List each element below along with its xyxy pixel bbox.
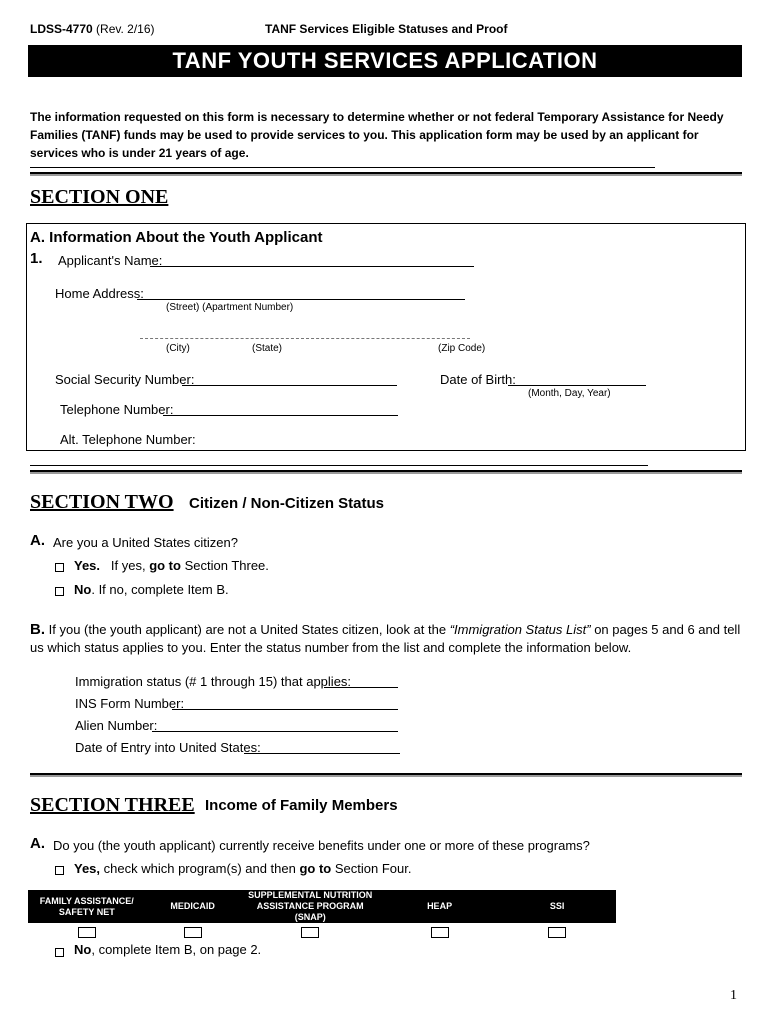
yes-text: check which program(s) and then (103, 861, 296, 876)
entry-date-field[interactable] (244, 741, 400, 754)
form-id-text: LDSS-4770 (30, 22, 93, 36)
citizen-no-checkbox[interactable] (55, 583, 64, 601)
citizen-no-option (74, 582, 229, 597)
section-one-a-heading: A. Information About the Youth Applicant (30, 229, 323, 246)
applicant-name-field[interactable] (150, 254, 474, 267)
yes-target: Section Four. (334, 861, 412, 876)
home-address-street-field[interactable] (137, 287, 465, 300)
divider (30, 465, 648, 466)
intro-paragraph: The information requested on this form is necessary to determine whether or not federal Temporary Assistance for Needy Families (TANF) funds may be used to provide services to you. This application form may be used by an applicant for services who is under 21 years of age. (30, 110, 724, 160)
programs-header-row (28, 890, 616, 923)
zip-hint: (Zip Code) (438, 343, 486, 354)
program-ssi-checkbox[interactable] (498, 923, 616, 945)
yes-goto: go to (299, 861, 332, 876)
section-two-heading: SECTION TWO (30, 491, 174, 513)
yes-goto: go to (149, 558, 181, 573)
page-title: TANF YOUTH SERVICES APPLICATION (28, 45, 742, 77)
immigration-status-label: Immigration status (# 1 through 15) that applies: (75, 674, 352, 689)
b-text-post: on pages 5 and 6 and tell us which status applies to you. Enter the status number from the list and complete the information below. (30, 622, 741, 655)
program-header: SUPPLEMENTAL NUTRITION ASSISTANCE PROGRAM (SNAP) (240, 890, 381, 923)
citizen-yes-option (74, 558, 269, 573)
yes-label: Yes. (74, 558, 101, 573)
header-title: TANF Services Eligible Statuses and Proof (265, 22, 508, 36)
page-number: 1 (730, 988, 737, 1003)
form-revision: (Rev. 2/16) (96, 22, 155, 36)
home-address-city-field[interactable] (140, 328, 470, 339)
section-one-heading: SECTION ONE (30, 186, 169, 208)
yes-target: Section Three. (184, 558, 269, 573)
yes-text: If yes, (110, 558, 146, 573)
phone-field[interactable] (163, 403, 398, 416)
ins-form-field[interactable] (172, 697, 398, 710)
section-two-b-letter: B. (30, 621, 45, 638)
program-header: FAMILY ASSISTANCE/ SAFETY NET (28, 890, 146, 923)
alt-phone-label: Alt. Telephone Number: (60, 432, 196, 447)
section-three-subheading: Income of Family Members (205, 797, 398, 814)
divider (30, 172, 742, 174)
home-address-label: Home Address: (55, 286, 144, 301)
entry-date-label: Date of Entry into United States: (75, 740, 261, 755)
divider (30, 167, 655, 168)
no-text: , complete Item B, on page 2. (91, 942, 262, 957)
yes-label: Yes, (74, 861, 101, 876)
state-hint: (State) (252, 343, 283, 354)
program-header: SSI (498, 890, 616, 923)
city-hint: (City) (166, 343, 190, 354)
ssn-field[interactable] (182, 373, 397, 386)
benefits-no-option (74, 942, 261, 957)
divider (30, 773, 742, 775)
alien-number-field[interactable] (152, 719, 398, 732)
form-id (30, 22, 155, 36)
benefits-no-checkbox[interactable] (55, 944, 64, 962)
programs-table (28, 890, 616, 945)
citizen-yes-checkbox[interactable] (55, 559, 64, 577)
dob-hint: (Month, Day, Year) (528, 388, 611, 399)
no-label: No (74, 582, 92, 597)
immigration-status-list-ref: “Immigration Status List” (449, 622, 591, 637)
applicant-name-label: Applicant's Name: (58, 253, 163, 268)
divider (30, 470, 742, 472)
immigration-status-field[interactable] (324, 675, 398, 688)
phone-label: Telephone Number: (60, 402, 174, 417)
section-two-subheading: Citizen / Non-Citizen Status (189, 495, 384, 512)
benefits-yes-checkbox[interactable] (55, 862, 64, 880)
dob-field[interactable] (508, 373, 646, 386)
ssn-label: Social Security Number: (55, 372, 195, 387)
program-header: HEAP (381, 890, 499, 923)
ins-form-label: INS Form Number: (75, 696, 185, 711)
no-text: . If no, complete Item B. (91, 582, 229, 597)
benefits-question: Do you (the youth applicant) currently receive benefits under one or more of these programs? (53, 838, 590, 853)
program-heap-checkbox[interactable] (381, 923, 499, 945)
section-three-heading: SECTION THREE (30, 794, 195, 816)
section-two-b-paragraph (30, 621, 745, 657)
alien-number-label: Alien Number: (75, 718, 158, 733)
item-number: 1. (30, 250, 43, 267)
b-text-pre: If you (the youth applicant) are not a United States citizen, look at the (48, 622, 447, 637)
section-two-a-letter: A. (30, 532, 45, 549)
dob-label: Date of Birth: (440, 372, 516, 387)
citizen-question: Are you a United States citizen? (53, 535, 238, 550)
benefits-yes-option (74, 861, 411, 876)
program-header: MEDICAID (146, 890, 240, 923)
no-label: No (74, 942, 92, 957)
street-hint: (Street) (Apartment Number) (166, 302, 294, 313)
section-three-a-letter: A. (30, 835, 45, 852)
